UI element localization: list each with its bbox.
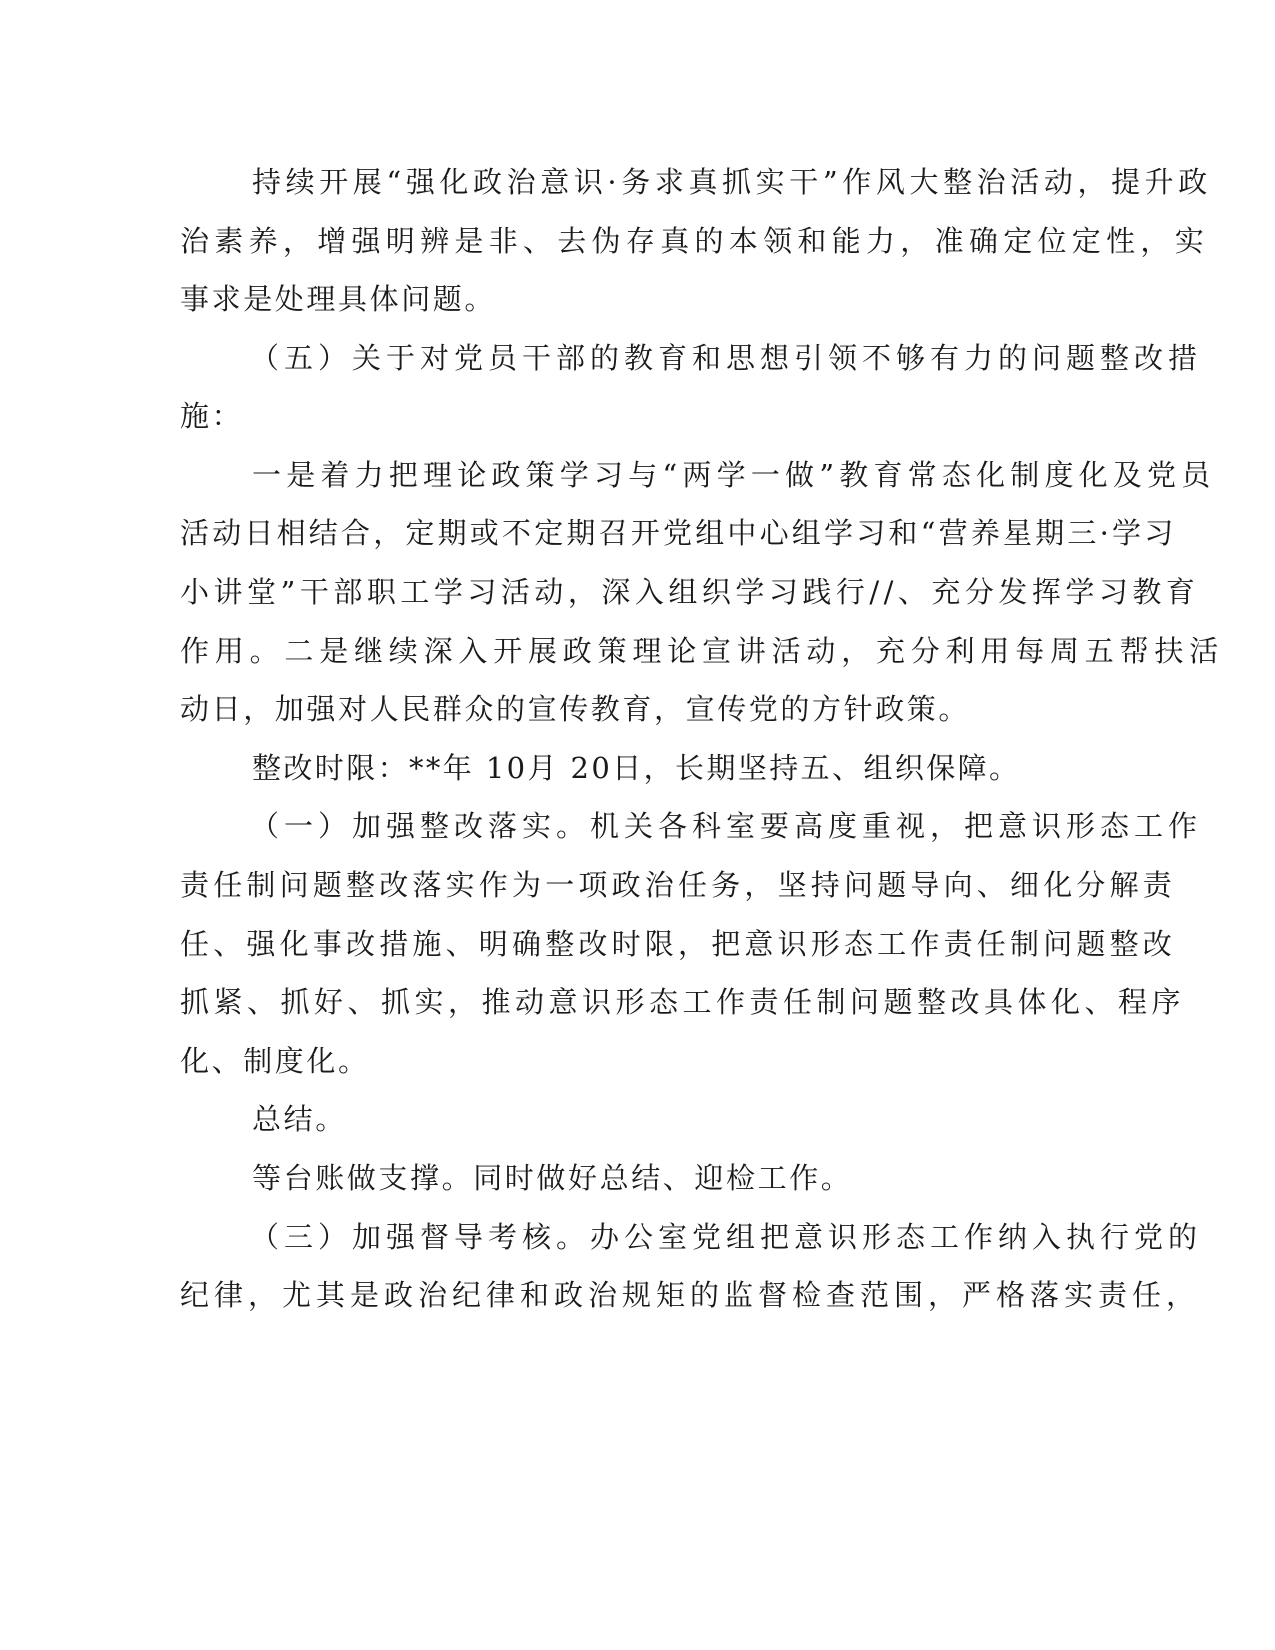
text-line: 动日，加强对人民群众的宣传教育，宣传党的方针政策。: [180, 692, 971, 726]
text-line: 责任制问题整改落实作为一项政治任务，坚持问题导向、细化分解责: [180, 868, 1177, 902]
text-line: 事求是处理具体问题。: [180, 282, 497, 316]
text-line: 任、强化事改措施、明确整改时限，把意识形态工作责任制问题整改: [180, 927, 1177, 961]
text-line: 治素养，增强明辨是非、去伪存真的本领和能力，准确定位定性，实: [180, 224, 1210, 258]
section-heading: （一）加强整改落实。机关各科室要高度重视，把意识形态工作: [250, 809, 1203, 843]
text-line: 施：: [180, 399, 244, 433]
text-line: 抓紧、抓好、抓实，推动意识形态工作责任制问题整改具体化、程序: [180, 985, 1186, 1019]
text-line: 纪律，尤其是政治纪律和政治规矩的监督检查范围，严格落实责任，: [180, 1278, 1201, 1312]
deadline-line: 整改时限：**年 10月 20日，长期坚持五、组织保障。: [252, 751, 1021, 785]
section-heading: （五）关于对党员干部的教育和思想引领不够有力的问题整改措: [250, 341, 1203, 375]
text-line: 作用。二是继续深入开展政策理论宣讲活动，充分利用每周五帮扶活: [180, 634, 1225, 668]
section-heading: （三）加强督导考核。办公室党组把意识形态工作纳入执行党的: [250, 1220, 1203, 1254]
text-line: 活动日相结合，定期或不定期召开党组中心组学习和“营养星期三·学习: [180, 516, 1177, 550]
text-line: 持续开展“强化政治意识·务求真抓实干”作风大整治活动，提升政: [252, 165, 1212, 199]
text-line: 总结。: [252, 1102, 347, 1136]
text-line: 等台账做支撑。同时做好总结、迎检工作。: [252, 1161, 853, 1195]
text-line: 小讲堂”干部职工学习活动，深入组织学习践行//、充分发挥学习教育: [180, 575, 1200, 609]
text-line: 一是着力把理论政策学习与“两学一做”教育常态化制度化及党员: [252, 458, 1216, 492]
text-line: 化、制度化。: [180, 1044, 370, 1078]
